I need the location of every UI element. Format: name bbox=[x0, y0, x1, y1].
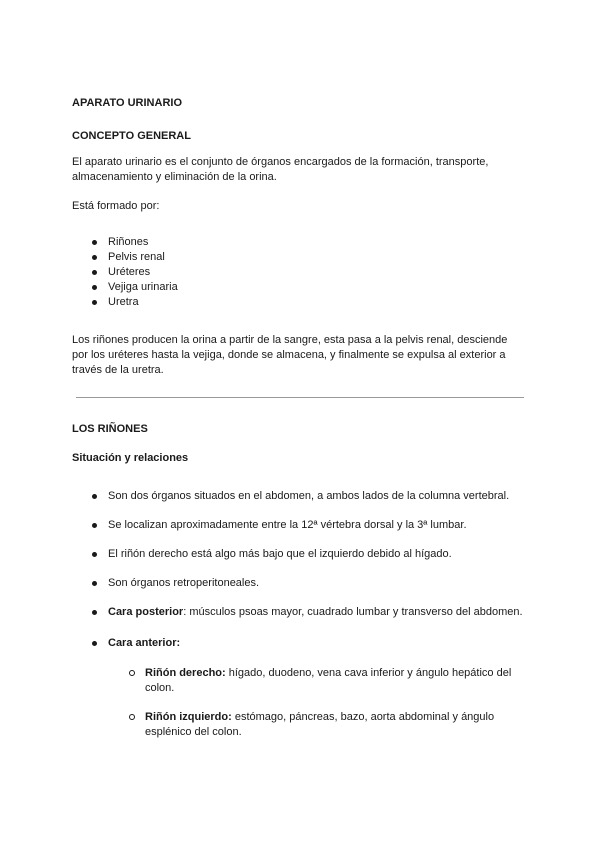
document-page: APARATO URINARIO CONCEPTO GENERAL El aparato urinario es el conjunto de órganos encargados de la formación, transporte, almacenamiento y eliminación de la orina. Está formado por: Riñones Pelvis renal Uréteres Vejiga urinaria Uretra Los riñones producen la orina a partir de la sangre, esta pasa a la pelvis renal, desciende por los uréteres hasta la vejiga, donde se almacena, y finalmente se expulsa al exterior a través de la uretra. LOS RIÑONES Situación y relaciones Son dos órganos situados en el abdomen, a ambos lados de la columna vertebral. Se localizan aproximadamente entre la 12ª vértebra dorsal y la 3ª lumbar. El riñón derecho está algo más bajo que el izquierdo debido al hígado. Son órganos retroperitoneales. Cara posterior: músculos psoas mayor, cuadrado lumbar y transverso del abdomen. Cara anterior: Riñón derecho: hígado, duodeno, vena cava inferior y ángulo hepático del colon. Riñón izquierdo: estómago, páncreas, bazo, aorta abdominal y ángulo esplénico del colon. bbox=[0, 0, 600, 848]
bullet-icon bbox=[92, 581, 97, 586]
intro-paragraph bbox=[72, 155, 528, 185]
bullet-icon bbox=[92, 641, 97, 646]
hollow-bullet-icon bbox=[129, 714, 135, 720]
hollow-bullet-icon bbox=[129, 670, 135, 676]
intro-line: El aparato urinario es el conjunto de órganos encargados de la formación, transporte, bbox=[72, 156, 489, 168]
list-item: Riñones bbox=[72, 235, 372, 250]
bullet-icon bbox=[92, 270, 97, 275]
flow-paragraph bbox=[72, 333, 534, 378]
bullet-icon bbox=[92, 552, 97, 557]
horizontal-divider bbox=[76, 397, 524, 398]
flow-line: través de la uretra. bbox=[72, 364, 164, 376]
bullet-icon bbox=[92, 610, 97, 615]
formed-by-text: Está formado por: bbox=[72, 200, 160, 212]
section-heading-kidneys: LOS RIÑONES bbox=[72, 423, 148, 435]
document-title: APARATO URINARIO bbox=[72, 97, 182, 109]
section-heading-general: CONCEPTO GENERAL bbox=[72, 130, 191, 142]
list-item: Uréteres bbox=[72, 265, 372, 280]
list-item: Pelvis renal bbox=[72, 250, 372, 265]
bullet-icon bbox=[92, 523, 97, 528]
parts-list bbox=[72, 235, 372, 310]
bullet-icon bbox=[92, 300, 97, 305]
intro-line: almacenamiento y eliminación de la orina. bbox=[72, 171, 277, 183]
flow-line: por los uréteres hasta la vejiga, donde se almacena, y finalmente se expulsa al exterior a bbox=[72, 349, 506, 361]
bullet-icon bbox=[92, 285, 97, 290]
bullet-icon bbox=[92, 255, 97, 260]
flow-line: Los riñones producen la orina a partir de la sangre, esta pasa a la pelvis renal, desciende bbox=[72, 334, 508, 346]
bullet-icon bbox=[92, 240, 97, 245]
bullet-icon bbox=[92, 494, 97, 499]
section-subheading: Situación y relaciones bbox=[72, 452, 189, 464]
list-item: Vejiga urinaria bbox=[72, 280, 372, 295]
list-item: Uretra bbox=[72, 295, 372, 310]
